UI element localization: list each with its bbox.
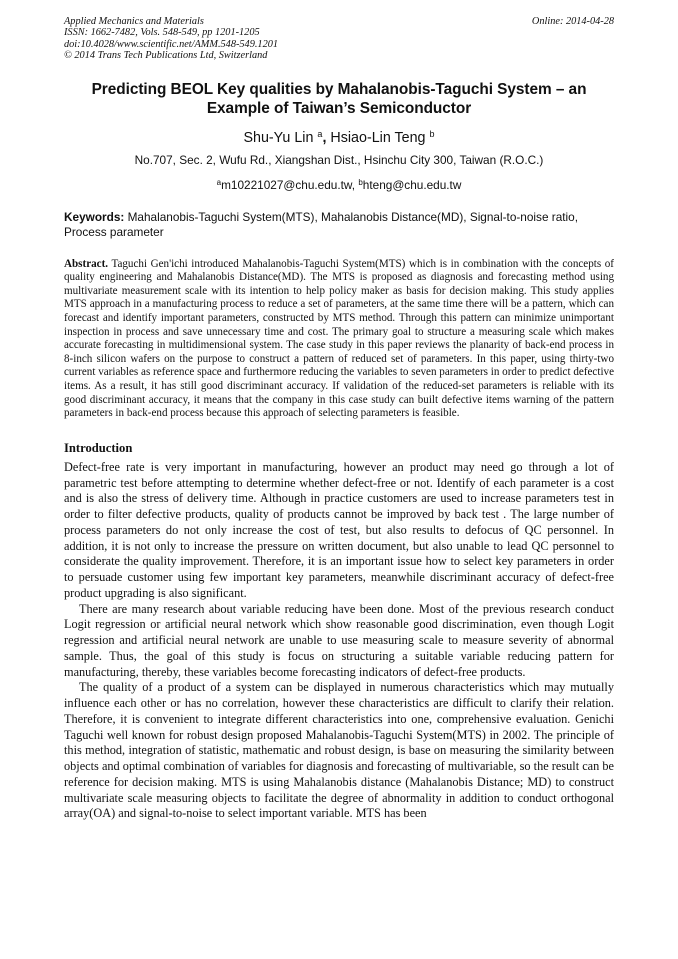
email-mark: b — [358, 177, 363, 187]
doi-line: doi:10.4028/www.scientific.net/AMM.548-549.1201 — [64, 38, 279, 50]
author-name: Shu-Yu Lin — [243, 129, 314, 146]
affiliation-address: No.707, Sec. 2, Wufu Rd., Xiangshan Dist., Hsinchu City 300, Taiwan (R.O.C.) — [134, 152, 544, 167]
body-paragraph: There are many research about variable reducing have been done. Most of the previous research conduct Logit regression or artificial neural network which show reasonable good discrimination, even though Logit regression and artificial neural network are unable to use measuring scale to measure severity of abnormal sample. Thus, the goal of this study is focus on structuring a suitable variable reducing pattern for manufacturing, thereby, these variables become forecasting indicators of defect-free products. — [64, 601, 614, 679]
author-emails — [64, 175, 614, 193]
affiliation-mark: b — [429, 128, 435, 139]
publication-header — [64, 16, 614, 62]
abstract-block — [64, 258, 614, 421]
online-date: Online: 2014-04-28 — [531, 16, 614, 27]
abstract-text: Taguchi Gen'ichi introduced Mahalanobis-Taguchi System(MTS) which is in combination with the concepts of quality engineering and Mahalanobis Distance(MD). The MTS is proposed as diagnosis and forecasting method using multivariate measurement scale with its intention to help policy maker as basis for decision making. This study applies MTS approach in a manufacturing process to reduce a set of parameters, at the same time there will be a pattern, which can forecast and identify important parameters, constructed by MTS method. Through this pattern can minimize unimportant inspection in process and save unnecessary time and cost. The primary goal to structure a measuring scale which makes accurate forecasting in multidimensional system. The case study in this paper reviews the planarity of back-end process in 8-inch silicon wafers on the purpose to construct a pattern of reduced set of parameters. In this paper, using thirty-two current variables as reference space and furthermore reducing the variables to seven parameters in order to predict defective items. As a result, it has still good discriminant accuracy. If validation of the reduced-set parameters is reliable with its good discriminant accuracy, it means that the company in this case study can built defective items warning of the pattern parameters in back-end process because this approach of selecting parameters is feasible. — [64, 257, 614, 420]
section-heading-introduction: Introduction — [64, 440, 133, 455]
journal-name: Applied Mechanics and Materials — [64, 16, 204, 27]
body-paragraph: Defect-free rate is very important in manufacturing, however an product may need go through a lot of parametric test before attempting to determine whether defect-free or not. Identify of each parameter is a cost and is also the stress of delivery time. Although in practice customers are used to increase parameters test in order to filter defective products, quality of products cannot be improved by back test . The large number of process parameters do not only increase the cost of test, but also results to defocus of QC personnel. In addition, it is not only to increase the pressure on written document, but also unable to lead QC personnel to considerate the quality improvement. Therefore, it is an important issue how to select key parameters in order to persuade customer using few important key parameters, meanwhile discriminant accuracy of defect-free product upgrading is also significant. — [64, 459, 614, 600]
author-separator: , — [322, 129, 327, 146]
copyright-line: © 2014 Trans Tech Publications Ltd, Switzerland — [64, 50, 268, 62]
issn-line: ISSN: 1662-7482, Vols. 548-549, pp 1201-1205 — [64, 27, 260, 39]
email-address: m10221027@chu.edu.tw, — [221, 177, 359, 192]
keywords-label: Keywords: — [64, 209, 125, 224]
author-line — [64, 125, 614, 147]
email-mark: a — [216, 177, 222, 187]
paper-title: Predicting BEOL Key qualities by Mahalanobis-Taguchi System – an Example of Taiwan’s Semiconductor — [91, 80, 587, 117]
body-paragraph: The quality of a product of a system can be displayed in numerous characteristics which may mutually influence each other or has no correlation, however these characteristics are difficult to clarify their relation. Therefore, it is convenient to integrate different characteristics into one, comprehensive evaluation. Genichi Taguchi well known for robust design proposed Mahalanobis-Taguchi System(MTS) in 2002. The principle of this method, integration of statistic, mathematic and robust design, is base on measuring the similarity between objects and optimal combination of variables for diagnosis and forecasting of multivariable, so the result can be reference for decision making. MTS is using Mahalanobis distance (Mahalanobis Distance; MD) to construct multivariate scale measuring objects to facilitate the degree of abnormality in addition to conduct orthogonal array(OA) and signal-to-noise to select important variable. MTS has been — [64, 680, 614, 821]
author-name: Hsiao-Lin Teng — [326, 129, 426, 146]
abstract-label: Abstract. — [64, 257, 109, 270]
keywords-text: Mahalanobis-Taguchi System(MTS), Mahalanobis Distance(MD), Signal-to-noise ratio, Process parameter — [64, 209, 579, 240]
affiliation-mark: a — [317, 128, 323, 139]
email-address: hteng@chu.edu.tw — [362, 177, 462, 192]
keywords-block — [64, 210, 614, 241]
